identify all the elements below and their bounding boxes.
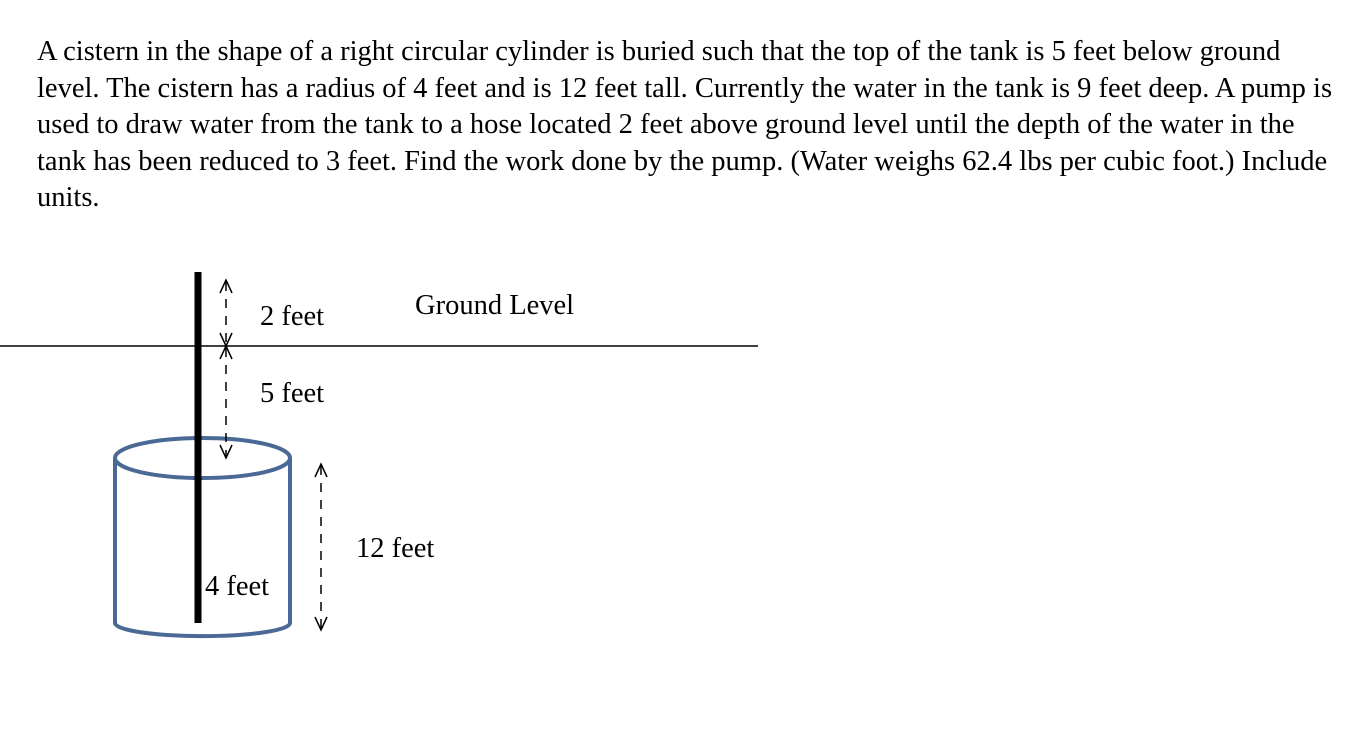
height-dimension xyxy=(315,464,327,630)
depth-dimension xyxy=(220,346,232,458)
cistern-tank xyxy=(115,438,290,636)
tank-top xyxy=(115,438,290,478)
ground-level-label: Ground Level xyxy=(415,290,575,321)
depth-to-top-label: 5 feet xyxy=(260,378,325,409)
tank-body xyxy=(115,458,290,636)
above-ground-label: 2 feet xyxy=(260,301,325,332)
problem-statement: A cistern in the shape of a right circular cylinder is buried such that the top of the tank is 5 feet below ground level. The cistern has a radius of 4 feet and is 12 feet tall. Currently the water in the tank is 9 feet deep. A pump is used to draw water from the tank to a hose located 2 feet above ground level until the depth of the water in the tank has been reduced to 3 feet. Find the work done by the pump. (Water weighs 62.4 lbs per cubic foot.) Include units. xyxy=(37,36,1333,213)
height-label: 12 feet xyxy=(356,533,435,564)
radius-label: 4 feet xyxy=(205,571,270,602)
above-ground-dimension xyxy=(220,280,232,346)
